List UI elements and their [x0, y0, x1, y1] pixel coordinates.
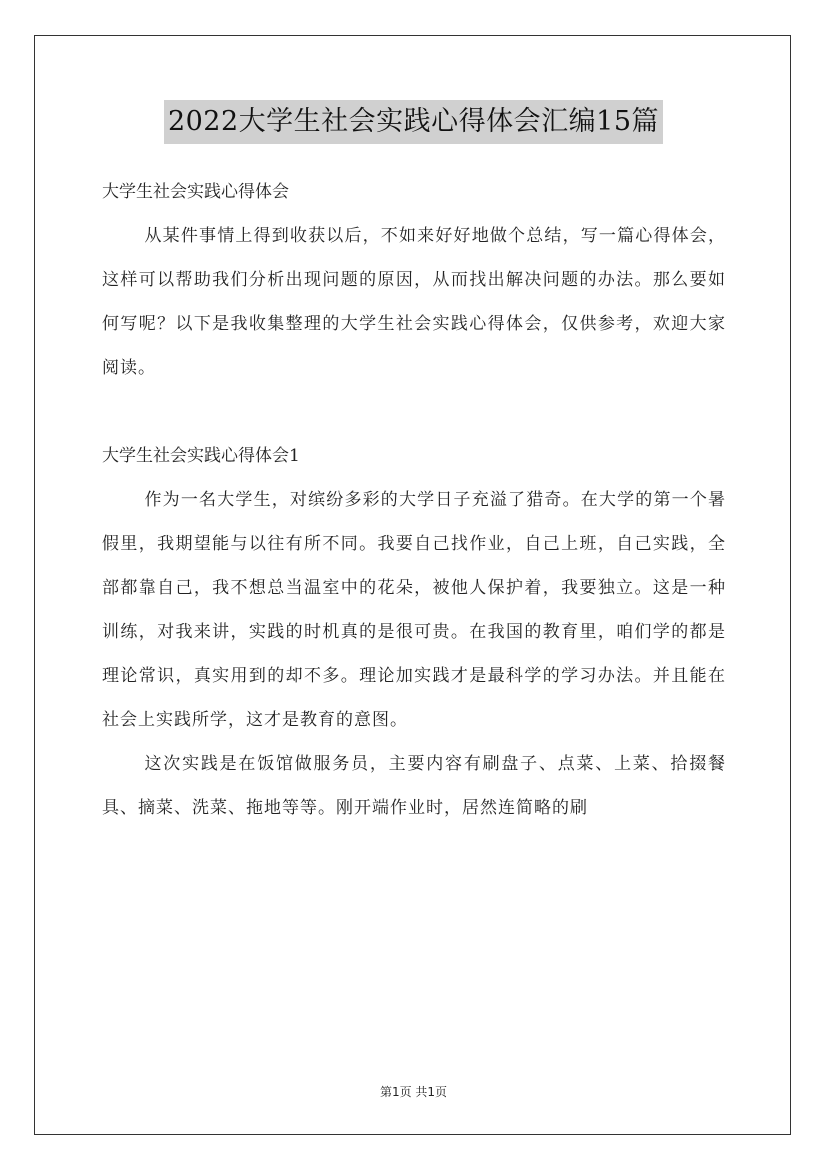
document-title: 2022大学生社会实践心得体会汇编15篇	[164, 100, 663, 144]
page-footer: 第1页 共1页	[379, 1085, 448, 1099]
document-body	[102, 170, 726, 830]
title-container	[0, 100, 827, 144]
intro-paragraph: 从某件事情上得到收获以后，不如来好好地做个总结，写一篇心得体会，这样可以帮助我们分析出现问题的原因，从而找出解决问题的办法。那么要如何写呢？以下是我收集整理的大学生社会实践心得体会，仅供参考，欢迎大家阅读。	[102, 226, 726, 378]
section1-paragraph-1: 作为一名大学生，对缤纷多彩的大学日子充溢了猎奇。在大学的第一个暑假里，我期望能与以往有所不同。我要自己找作业，自己上班，自己实践，全部都靠自己，我不想总当温室中的花朵，被他人保护着，我要独立。这是一种训练，对我来讲，实践的时机真的是很可贵。在我国的教育里，咱们学的都是理论常识，真实用到的却不多。理论加实践才是最科学的学习办法。并且能在社会上实践所学，这才是教育的意图。	[102, 490, 726, 730]
intro-heading: 大学生社会实践心得体会	[102, 182, 289, 202]
section1-paragraph-2: 这次实践是在饭馆做服务员，主要内容有刷盘子、点菜、上菜、拾掇餐具、摘菜、洗菜、拖地等等。刚开端作业时，居然连简略的刷	[102, 754, 726, 818]
section1-heading: 大学生社会实践心得体会1	[102, 446, 300, 466]
spacer	[102, 390, 726, 434]
